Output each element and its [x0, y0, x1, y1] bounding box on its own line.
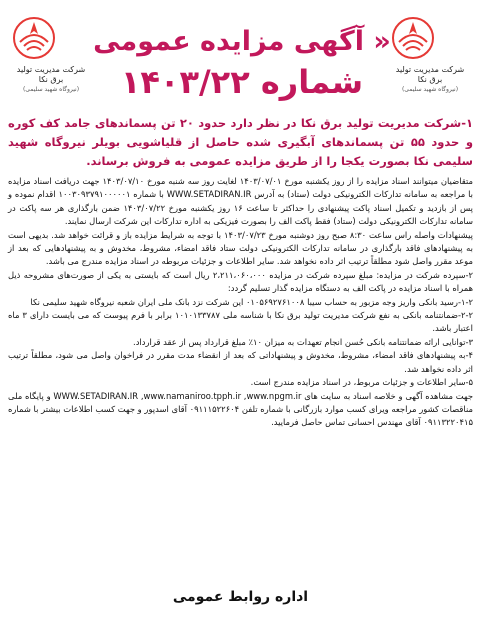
company-logo-left: [12, 16, 90, 92]
body-paragraph: ۲-سپرده شرکت در مزایده: مبلغ سپرده شرکت در مزایده ۲،۲۱۱،۰۶۰،۰۰۰ ریال است که بایستی به یکی از صورت‌های مشروحه ذیل همراه با اسناد مزایده در پاکت الف به دستگاه مزایده گذار تسلیم گردد:: [8, 269, 473, 294]
logo-caption-sub: (نیروگاه شهید سلیمی): [22, 86, 80, 93]
body-paragraph: ۵-سایر اطلاعات و جزئیات مربوط، در اسناد مزایده مندرج است.: [250, 377, 473, 388]
body-paragraph: ۱-۲-رسید بانکی واریز وجه مزبور به حساب سیبا ۰۱۰۵۶۹۲۷۶۱۰۰۸ این شرکت نزد بانک ملی ایران شعبه نیروگاه شهید سلیمی نکا: [30, 296, 473, 307]
power-plant-logo-icon: [12, 16, 56, 60]
power-plant-logo-icon: [391, 16, 435, 60]
logo-caption-name: شرکت مدیریت تولید برق نکا: [16, 65, 86, 84]
body-paragraph: متقاضیان میتوانند اسناد مزایده را از روز یکشنبه مورخ ۱۴۰۳/۰۷/۰۱ لغایت روز سه شنبه مورخ ۱۴۰۳/۰۷/۱۰ جهت دریافت اسناد مزایده با مراجعه به سامانه تدارکات الکترونیکی دولت (ستاد) به آدرس WWW.SETADIRAN.IR با شماره ۱۰۰۳۰۹۳۷۹۱۰۰۰۰۰۱ اقدام نموده و پس از بازدید و تکمیل اسناد پاکت پیشنهادی را حداکثر تا ساعت ۱۶ روز یکشنبه مورخ ۱۴۰۳/۰۷/۲۲ ضمن بارگذاری هر سه پاکت در سامانه تدارکات الکترونیکی دولت (ستاد) فقط پاکت الف را بصورت فیزیکی به اداره تدارکات این شرکت ارسال نمایند.: [8, 176, 473, 227]
body-paragraph: جهت مشاهده آگهی و خلاصه اسناد به سایت های WWW.SETADIRAN.IR ,www.namaniroo.tpph.ir ,www.npgm.ir و پایگاه ملی مناقصات کشور مراجعه ویرای کسب موارد بازرگانی با شماره تلفن ۰۹۱۱۱۵۲۲۶۰۴ آقای اسدپور و جهت کسب اطلاعات بیشتر با شماره ۰۹۱۱۳۲۲۰۴۱۵ آقای مهندس احسانی تماس حاصل فرمایید.: [8, 390, 473, 428]
notice-title: « آگهی مزایده عمومی: [93, 26, 391, 57]
body-paragraph: پیشنهادات واصله راس ساعت ۸:۳۰ صبح روز دوشنبه مورخ ۱۴۰۳/۰۷/۲۳ با توجه به شرایط مزایده باز و قرائت خواهد شد. بدیهی است به پیشنهادهای فاقد بارگذاری در سامانه تدارکات الکترونیکی دولت ستاد فاقد امضاء، مشروط، مخدوش و به پیشنهادهایی که بعد از موعد مقرر واصل شود مطلقاً ترتیب اثر داده نخواهد شد. سایر اطلاعات و جزئیات مربوطه در اسناد مزایده مندرج می باشد.: [8, 229, 474, 267]
body-paragraph: ۴-به پیشنهادهای فاقد امضاء، مشروط، مخدوش و پیشنهاداتی که بعد از انقضاء مدت مقرر در فراخوان واصل می شود، مطلقاً ترتیب اثر داده نخواهد شد.: [8, 350, 473, 374]
lead-paragraph: ۱-شرکت مدیریت تولید برق نکا در نظر دارد حدود ۲۰ تن پسماندهای جامد کف کوره و حدود ۵۵ تن پسماندهای آبگیری شده حاصل از قلیاشویی بویلر نیروگاه شهید سلیمی نکا بصورت یکجا را از طریق مزایده عمومی به فروش برساند.: [8, 116, 473, 168]
body-paragraph: ۲-۲-ضمانتنامه بانکی به نفع شرکت مدیریت تولید برق نکا با شناسه ملی ۱۰۱۰۱۳۳۷۸۷ برابر با فرم پیوست که می بایست دارای ۳ ماه اعتبار باشد.: [8, 310, 473, 334]
logo-caption-name: شرکت مدیریت تولید برق نکا: [395, 65, 465, 84]
company-logo-right: [391, 16, 469, 92]
body-paragraph: ۳-توانایی ارائه ضمانتنامه بانکی حُسن انجام تعهدات به میزان ۱۰٪ مبلغ قرارداد پس از عقد قرارداد.: [133, 336, 473, 347]
logo-caption-sub: (نیروگاه شهید سلیمی): [401, 86, 459, 93]
signature: اداره روابط عمومی: [172, 589, 309, 605]
notice-body: [8, 175, 473, 430]
notice-number: شماره ۱۴۰۳/۲۲: [120, 63, 364, 101]
